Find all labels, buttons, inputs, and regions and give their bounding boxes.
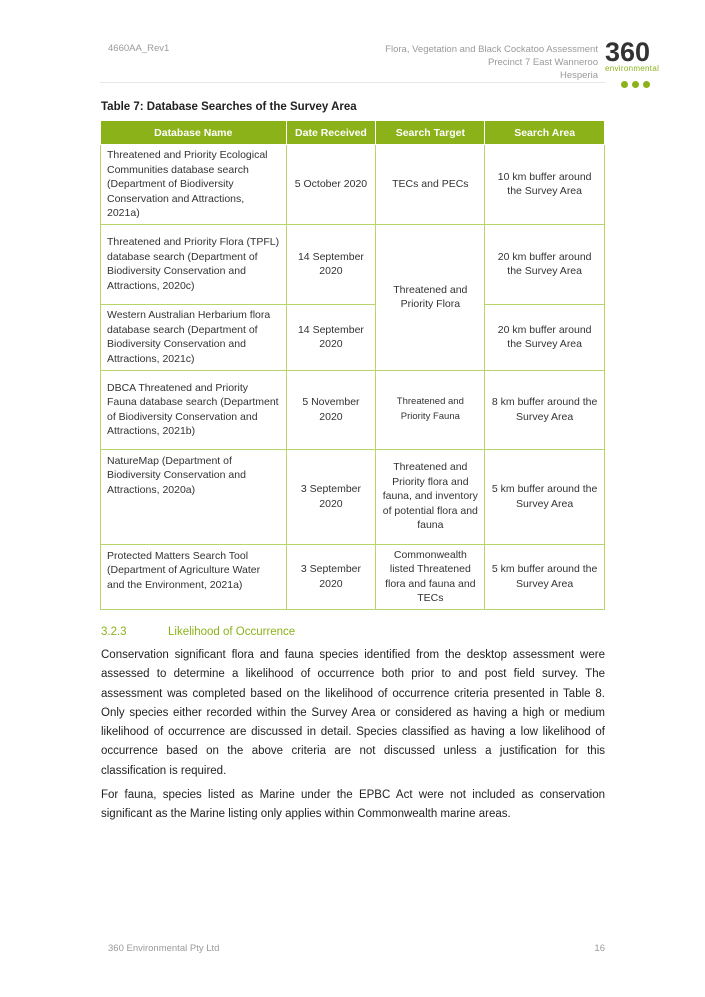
table-row xyxy=(101,544,605,609)
cell-database-name: Threatened and Priority Flora (TPFL) database search (Department of Biodiversity Conservation and Attractions, 2020c) xyxy=(101,224,287,304)
cell-date-received: 14 September 2020 xyxy=(286,224,376,304)
cell-database-name: NatureMap (Department of Biodiversity Conservation and Attractions, 2020a) xyxy=(101,449,287,544)
body-paragraph: For fauna, species listed as Marine under the EPBC Act were not included as conservation significant as the Marine listing only applies within Commonwealth marine areas. xyxy=(101,789,605,821)
header-title-line: Flora, Vegetation and Black Cockatoo Assessment xyxy=(385,44,598,55)
cell-search-target: Threatened and Priority flora and fauna, and inventory of potential flora and fauna xyxy=(376,449,485,544)
cell-date-received: 3 September 2020 xyxy=(286,544,376,609)
cell-search-target: Commonwealth listed Threatened flora and fauna and TECs xyxy=(376,544,485,609)
cell-search-area: 5 km buffer around the Survey Area xyxy=(485,449,605,544)
table-header-row xyxy=(101,121,605,145)
header-title-line: Hesperia xyxy=(559,70,598,81)
table-title: Table 7: Database Searches of the Survey Area xyxy=(101,101,357,113)
cell-database-name: Protected Matters Search Tool (Department of Agriculture Water and the Environment, 2021a) xyxy=(101,544,287,609)
column-header-date-received: Date Received xyxy=(286,121,376,145)
logo-text: environmental xyxy=(605,64,660,73)
table-row xyxy=(101,370,605,449)
section-title: Likelihood of Occurrence xyxy=(168,626,296,638)
cell-database-name: Western Australian Herbarium flora database search (Department of Biodiversity Conservation and Attractions, 2021c) xyxy=(101,304,287,370)
page-number: 16 xyxy=(594,943,605,954)
company-logo xyxy=(605,37,671,82)
column-header-search-area: Search Area xyxy=(485,121,605,145)
cell-date-received: 14 September 2020 xyxy=(286,304,376,370)
header-divider xyxy=(100,82,605,83)
body-paragraph: Conservation significant flora and fauna species identified from the desktop assessment were assessed to determine a likelihood of occurrence both prior to and post field survey. The assessment was completed based on the likelihood of occurrence criteria presented in Table 8. Only species either recorded within the Survey Area or considered as having a high or medium likelihood of occurrence are discussed in detail. Species classified as having a low likelihood of occurrence based on the above criteria are not discussed unless a justification for this classification is required. xyxy=(101,649,605,777)
cell-database-name: Threatened and Priority Ecological Communities database search (Department of Biodiversity Conservation and Attractions, 2021a) xyxy=(101,145,287,225)
table-row xyxy=(101,224,605,304)
cell-date-received: 5 October 2020 xyxy=(286,145,376,225)
cell-date-received: 5 November 2020 xyxy=(286,370,376,449)
cell-search-area: 20 km buffer around the Survey Area xyxy=(485,224,605,304)
header-title xyxy=(385,43,598,82)
table-row xyxy=(101,304,605,370)
column-header-database-name: Database Name xyxy=(101,121,287,145)
cell-search-target: TECs and PECs xyxy=(376,145,485,225)
section-number: 3.2.3 xyxy=(101,626,127,638)
cell-search-area: 5 km buffer around the Survey Area xyxy=(485,544,605,609)
section-heading xyxy=(101,626,295,638)
table-row xyxy=(101,449,605,544)
cell-database-name: DBCA Threatened and Priority Fauna database search (Department of Biodiversity Conservation and Attractions, 2021b) xyxy=(101,370,287,449)
cell-date-received: 3 September 2020 xyxy=(286,449,376,544)
header-title-line: Precinct 7 East Wanneroo xyxy=(487,57,598,68)
cell-search-area: 10 km buffer around the Survey Area xyxy=(485,145,605,225)
footer-company: 360 Environmental Pty Ltd xyxy=(108,943,220,954)
table-row xyxy=(101,145,605,225)
logo-dots-icon xyxy=(605,75,671,93)
logo-number: 360 xyxy=(605,37,651,67)
cell-search-area: 20 km buffer around the Survey Area xyxy=(485,304,605,370)
database-searches-table xyxy=(100,121,605,610)
document-code: 4660AA_Rev1 xyxy=(108,43,170,54)
cell-search-target: Threatened and Priority Fauna xyxy=(376,370,485,449)
cell-search-target: Threatened and Priority Flora xyxy=(376,224,485,370)
column-header-search-target: Search Target xyxy=(376,121,485,145)
cell-search-area: 8 km buffer around the Survey Area xyxy=(485,370,605,449)
